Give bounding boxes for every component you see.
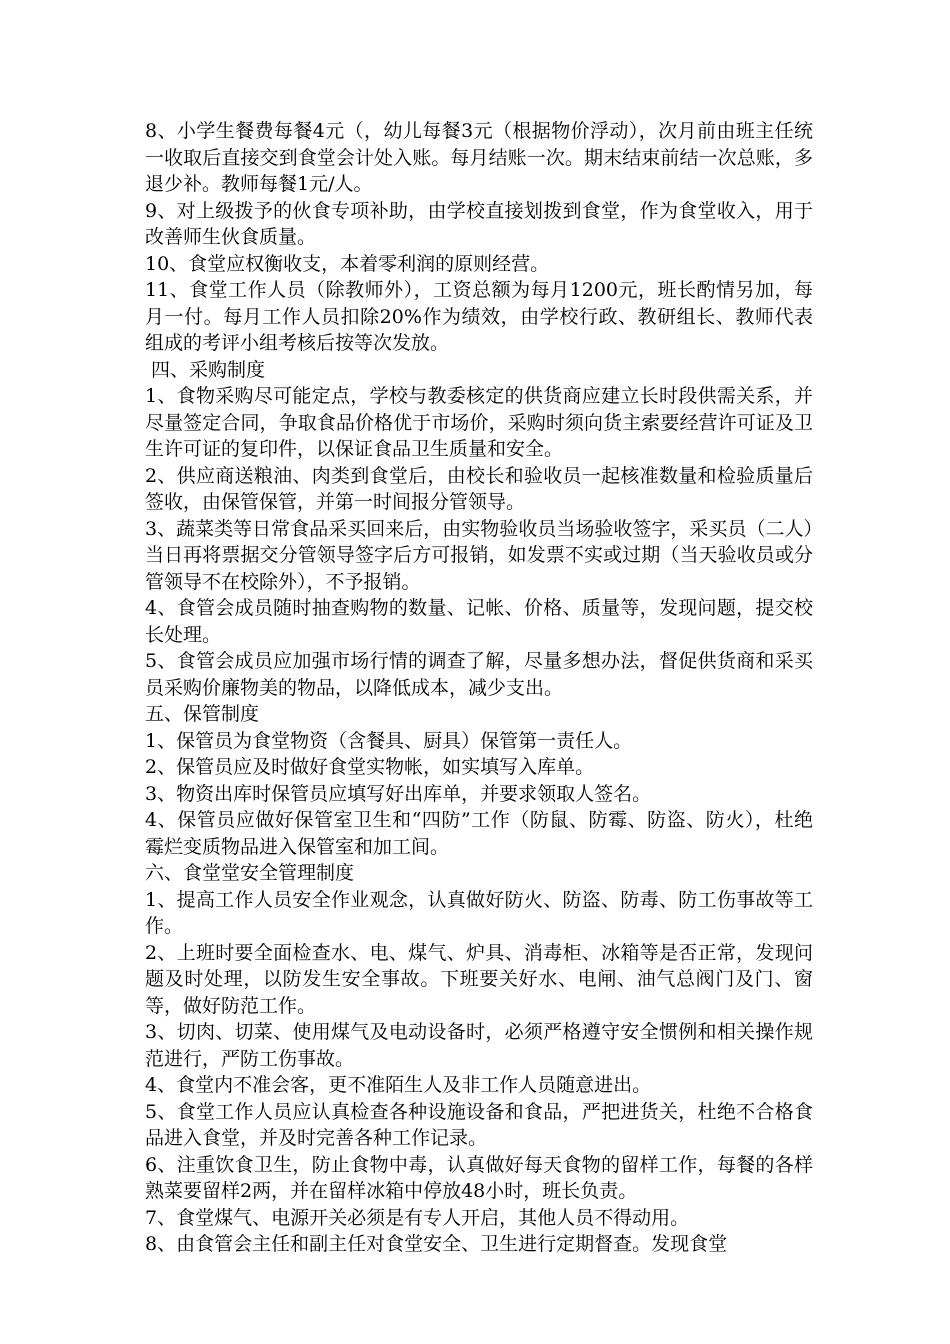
paragraph-procurement-2: 2、供应商送粮油、肉类到食堂后，由校长和验收员一起核准数量和检验质量后签收，由保管保管，并第一时间报分管领导。 [145,464,813,513]
paragraph-safety-6: 6、注重饮食卫生，防止食物中毒，认真做好每天食物的留样工作，每餐的各样熟菜要留样2两，并在留样冰箱中停放48小时，班长负责。 [145,1153,813,1202]
paragraph-safety-8: 8、由食管会主任和副主任对食堂安全、卫生进行定期督查。发现食堂 [145,1233,728,1255]
paragraph-fee: 8、小学生餐费每餐4元（，幼儿每餐3元（根据物价浮动），次月前由班主任统一收取后直接交到食堂会计处入账。每月结账一次。期末结束前结一次总账，多退少补。教师每餐1元/人。 [145,120,813,195]
section-heading-procurement: 四、采购制度 [145,358,266,381]
paragraph-wages: 11、食堂工作人员（除教师外），工资总额为每月1200元，班长酌情另加，每月一付。每月工作人员扣除20%作为绩效，由学校行政、教研组长、教师代表组成的考评小组考核后按等次发放。 [145,279,813,354]
paragraph-storage-3: 3、物资出库时保管员应填写好出库单，并要求领取人签名。 [145,782,652,805]
paragraph-safety-2: 2、上班时要全面检查水、电、煤气、炉具、消毒柜、冰箱等是否正常，发现问题及时处理，以防发生安全事故。下班要关好水、电闸、油气总阀门及门、窗等，做好防范工作。 [145,941,813,1017]
document-body [145,118,813,1258]
paragraph-subsidy: 9、对上级拨予的伙食专项补助，由学校直接划拨到食堂，作为食堂收入，用于改善师生伙食质量。 [145,199,813,248]
paragraph-safety-7: 7、食堂煤气、电源开关必须是有专人开启，其他人员不得动用。 [145,1206,690,1229]
paragraph-procurement-3: 3、蔬菜类等日常食品采买回来后，由实物验收员当场验收签字，采买员（二人）当日再将票据交分管领导签字后方可报销，如发票不实或过期（当天验收员或分管领导不在校除外），不予报销。 [145,517,813,593]
paragraph-safety-3: 3、切肉、切菜、使用煤气及电动设备时，必须严格遵守安全惯例和相关操作规范进行，严防工伤事故。 [145,1021,813,1070]
paragraph-storage-2: 2、保管员应及时做好食堂实物帐，如实填写入库单。 [145,756,595,778]
section-heading-safety: 六、食堂堂安全管理制度 [145,862,355,884]
paragraph-storage-1: 1、保管员为食堂物资（含餐具、厨具）保管第一责任人。 [145,729,633,752]
section-heading-storage: 五、保管制度 [145,703,260,725]
paragraph-procurement-4: 4、食管会成员随时抽查购物的数量、记帐、价格、质量等，发现问题，提交校长处理。 [145,597,813,646]
paragraph-procurement-1: 1、食物采购尽可能定点，学校与教委核定的供货商应建立长时段供需关系，并尽量签定合同，争取食品价格优于市场价，采购时须向货主索要经营许可证及卫生许可证的复印件，以保证食品卫生质量和安全。 [145,385,813,460]
paragraph-storage-4: 4、保管员应做好保管室卫生和“四防”工作（防鼠、防霉、防盗、防火），杜绝霉烂变质物品进入保管室和加工间。 [145,809,813,858]
paragraph-safety-4: 4、食堂内不准会客，更不准陌生人及非工作人员随意进出。 [145,1074,652,1096]
paragraph-procurement-5: 5、食管会成员应加强市场行情的调查了解，尽量多想办法，督促供货商和采买员采购价廉物美的物品，以降低成本，减少支出。 [145,650,813,699]
paragraph-safety-1: 1、提高工作人员安全作业观念，认真做好防火、防盗、防毒、防工伤事故等工作。 [145,888,813,937]
paragraph-balance: 10、食堂应权衡收支，本着零利润的原则经营。 [145,252,550,275]
paragraph-safety-5: 5、食堂工作人员应认真检查各种设施设备和食品，严把进货关，杜绝不合格食品进入食堂，并及时完善各种工作记录。 [145,1100,813,1149]
